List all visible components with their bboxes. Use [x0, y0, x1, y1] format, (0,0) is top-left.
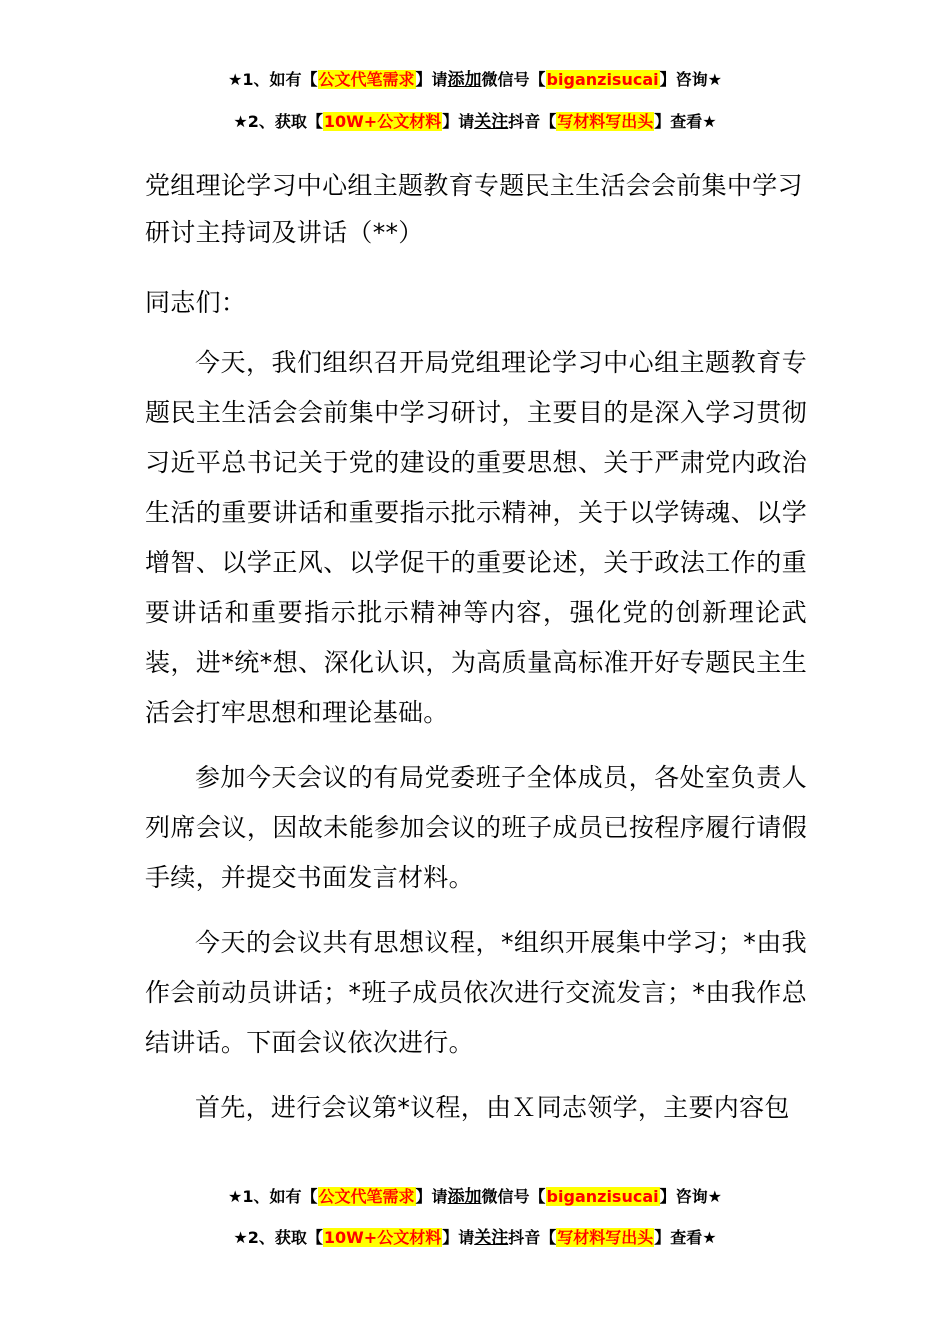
promo-text: 】请 [442, 1228, 475, 1247]
promo-highlight: 公文代笔需求 [318, 1187, 415, 1206]
footer-promo-line-1 [0, 1185, 950, 1209]
document-title: 党组理论学习中心组主题教育专题民主生活会会前集中学习研讨主持词及讲话（**） [145, 171, 803, 247]
promo-highlight: 10W+公文材料 [323, 1228, 442, 1247]
promo-highlight-wechat-id: biganzisucai [546, 1187, 659, 1206]
promo-highlight-douyin: 写材料写出头 [557, 1228, 654, 1247]
promo-highlight: 公文代笔需求 [318, 70, 415, 89]
paragraph-1: 今天，我们组织召开局党组理论学习中心组主题教育专题民主生活会会前集中学习研讨，主要目的是深入学习贯彻习近平总书记关于党的建设的重要思想、关于严肃党内政治生活的重要讲话和重要指示批示精神，关于以学铸魂、以学增智、以学正风、以学促干的重要论述，关于政法工作的重要讲话和重要指示批示精神等内容，强化党的创新理论武装，进*统*想、深化认识，为高质量高标准开好专题民主生活会打牢思想和理论基础。 [145, 348, 807, 727]
promo-underlined: 添加 [447, 70, 482, 90]
paragraph-2: 参加今天会议的有局党委班子全体成员，各处室负责人列席会议，因故未能参加会议的班子成员已按程序履行请假手续，并提交书面发言材料。 [145, 763, 807, 892]
salutation: 同志们： [145, 288, 247, 317]
promo-text: 微信号【 [481, 70, 546, 89]
promo-text: 】请 [442, 112, 475, 131]
promo-underlined: 关注 [474, 112, 509, 132]
promo-text: ★1、如有【 [228, 70, 318, 89]
promo-highlight-wechat-id: biganzisucai [546, 70, 659, 89]
promo-text: 微信号【 [481, 1187, 546, 1206]
promo-text: ★2、获取【 [233, 1228, 323, 1247]
header-promo-line-2 [0, 110, 950, 134]
paragraph-4: 首先，进行会议第*议程，由Ｘ同志领学，主要内容包 [195, 1093, 790, 1122]
promo-text: 抖音【 [508, 112, 557, 131]
footer-promo-line-2 [0, 1226, 950, 1250]
paragraph-3: 今天的会议共有思想议程，*组织开展集中学习；*由我作会前动员讲话；*班子成员依次进行交流发言；*由我作总结讲话。下面会议依次进行。 [145, 928, 807, 1057]
promo-text: 】查看★ [654, 1228, 717, 1247]
promo-underlined: 关注 [474, 1228, 509, 1248]
promo-text: ★2、获取【 [233, 112, 323, 131]
promo-text: 】咨询★ [659, 70, 722, 89]
header-promo-line-1 [0, 68, 950, 92]
promo-highlight: 10W+公文材料 [323, 112, 442, 131]
promo-text: 抖音【 [508, 1228, 557, 1247]
promo-text: 】请 [415, 1187, 448, 1206]
promo-text: 】咨询★ [659, 1187, 722, 1206]
promo-highlight-douyin: 写材料写出头 [557, 112, 654, 131]
promo-underlined: 添加 [447, 1187, 482, 1207]
promo-text: ★1、如有【 [228, 1187, 318, 1206]
promo-text: 】查看★ [654, 112, 717, 131]
promo-text: 】请 [415, 70, 448, 89]
